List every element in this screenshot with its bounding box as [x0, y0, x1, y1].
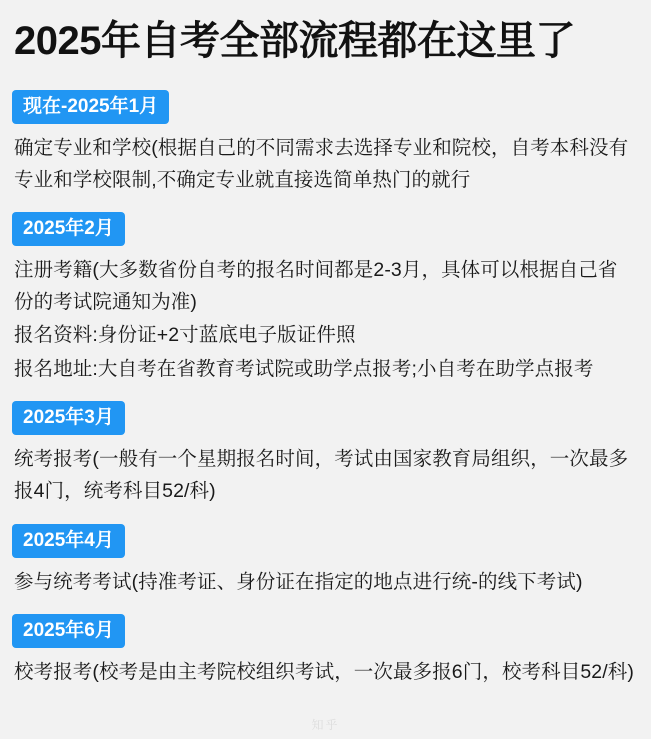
section-apr — [12, 524, 639, 599]
section-feb — [12, 212, 639, 385]
section-mar — [12, 401, 639, 507]
section-text-apr: 参与统考考试(持准考证、身份证在指定的地点进行统-的线下考试) — [14, 570, 583, 593]
section-tag-feb: 2025年2月 — [12, 212, 125, 246]
section-jan — [12, 90, 639, 196]
section-tag-apr: 2025年4月 — [12, 524, 125, 558]
section-text-jun: 校考报考(校考是由主考院校组织考试，一次最多报6门，校考科目52/科) — [14, 661, 634, 684]
section-text-feb-3: 报名地址:大自考在省教育考试院或助学点报考;小自考在助学点报考 — [14, 357, 594, 380]
page-title: 2025年自考全部流程都在这里了 — [14, 19, 575, 63]
section-text-feb-1: 注册考籍(大多数省份自考的报名时间都是2-3月，具体可以根据自己省份的考试院通知为准) — [14, 259, 618, 313]
section-tag-jun: 2025年6月 — [12, 614, 125, 648]
section-text-feb-2: 报名资料:身份证+2寸蓝底电子版证件照 — [14, 324, 356, 347]
section-text-mar: 统考报考(一般有一个星期报名时间，考试由国家教育局组织，一次最多报4门，统考科目52/科) — [14, 448, 629, 503]
section-tag-mar: 2025年3月 — [12, 401, 125, 435]
section-jun — [12, 614, 639, 689]
section-tag-jan: 现在-2025年1月 — [12, 90, 169, 124]
section-text-jan: 确定专业和学校(根据自己的不同需求去选择专业和院校，自考本科没有专业和学校限制,不确定专业就直接选简单热门的就行 — [14, 137, 629, 191]
watermark: 知乎 — [311, 718, 340, 732]
